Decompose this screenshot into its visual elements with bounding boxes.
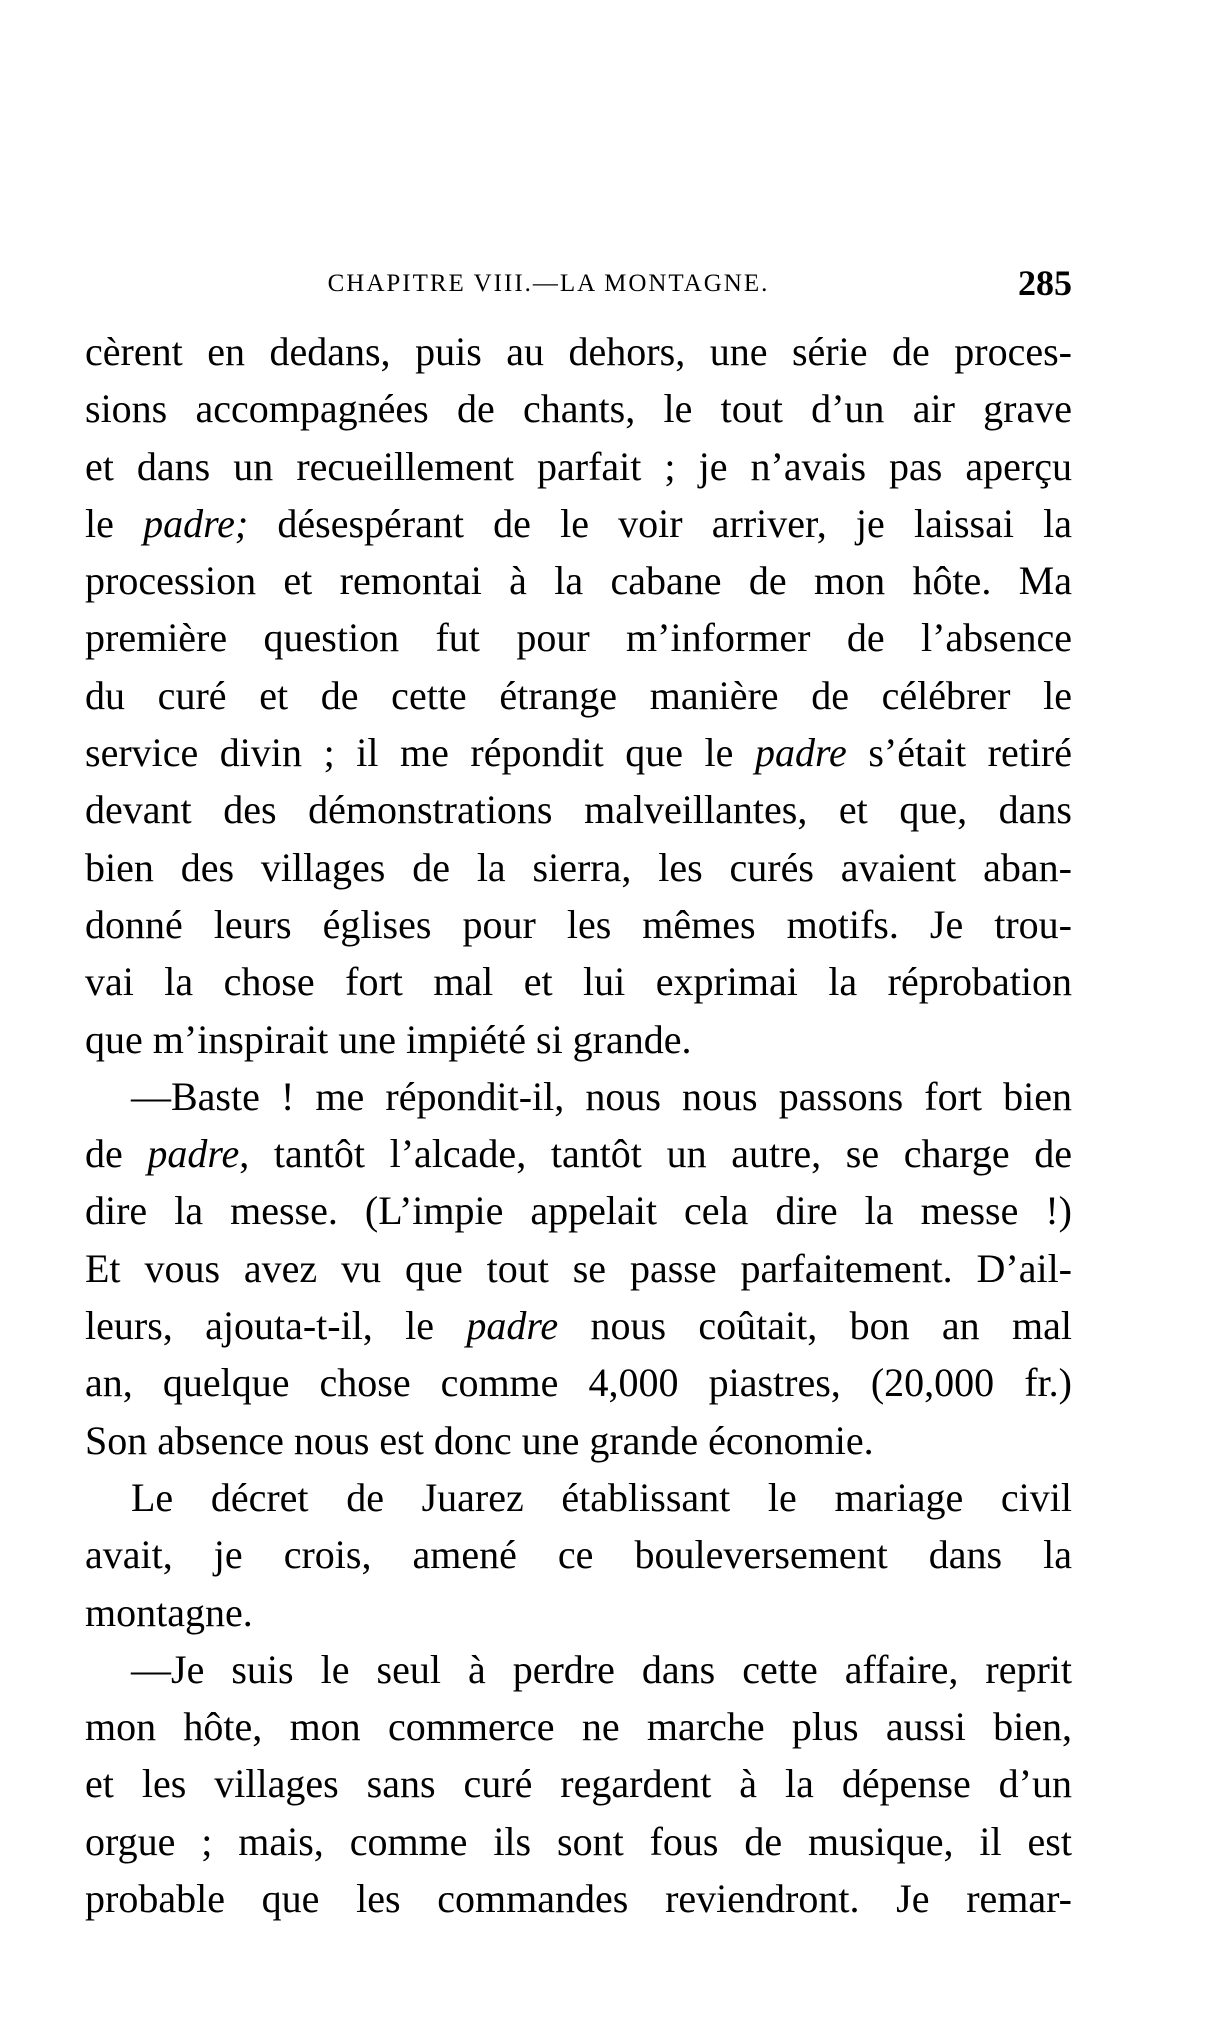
text-segment: —Baste ! me répondit-il, nous nous passons fort bien — [131, 1073, 1072, 1119]
text-segment: désespérant de le voir arriver, je laissai la — [248, 500, 1072, 546]
text-line — [85, 1870, 1072, 1927]
text-segment: donné leurs églises pour les mêmes motifs. Je trou- — [85, 901, 1072, 947]
text-line — [85, 495, 1072, 552]
text-segment: le — [85, 500, 144, 546]
text-segment: service divin ; il me répondit que le — [85, 730, 755, 776]
text-line — [85, 438, 1072, 495]
text-line — [85, 667, 1072, 724]
text-line — [85, 1584, 1072, 1641]
running-title: CHAPITRE VIII.—LA MONTAGNE. — [327, 270, 770, 297]
text-segment: mon hôte, mon commerce ne marche plus aussi bien, — [85, 1704, 1072, 1750]
text-segment: et dans un recueillement parfait ; je n’avais pas aperçu — [85, 443, 1072, 489]
text-segment: sions accompagnées de chants, le tout d’un air grave — [85, 386, 1072, 432]
text-segment: cèrent en dedans, puis au dehors, une série de proces- — [85, 329, 1072, 374]
text-segment: orgue ; mais, comme ils sont fous de musique, il est — [85, 1818, 1072, 1864]
text-line — [85, 1755, 1072, 1812]
text-segment: nous coûtait, bon an mal — [558, 1303, 1072, 1349]
text-segment: Son absence nous est donc une grande économie. — [85, 1417, 874, 1463]
text-segment: et les villages sans curé regardent à la dépense d’un — [85, 1761, 1072, 1807]
text-segment: devant des démonstrations malveillantes, et que, dans — [85, 787, 1072, 833]
text-line — [85, 1297, 1072, 1354]
text-line — [85, 1469, 1072, 1526]
text-line — [85, 781, 1072, 838]
text-segment: du curé et de cette étrange manière de célébrer le — [85, 672, 1072, 718]
text-segment: Et vous avez vu que tout se passe parfaitement. D’ail- — [85, 1245, 1072, 1291]
text-segment: première question fut pour m’informer de l’absence — [85, 615, 1072, 661]
text-line — [85, 1125, 1072, 1182]
text-segment: leurs, ajouta-t-il, le — [85, 1303, 467, 1349]
text-line — [85, 896, 1072, 953]
text-line — [85, 1813, 1072, 1870]
text-segment: de — [85, 1131, 148, 1177]
text-segment: bien des villages de la sierra, les curés avaient aban- — [85, 844, 1072, 890]
text-segment: s’était retiré — [846, 730, 1073, 776]
text-line — [85, 1641, 1072, 1698]
italic-word: padre; — [143, 500, 249, 546]
text-line — [85, 552, 1072, 609]
italic-word: padre — [754, 730, 847, 776]
text-line — [85, 1011, 1072, 1068]
text-segment: an, quelque chose comme 4,000 piastres, (20,000 fr.) — [85, 1360, 1072, 1406]
text-segment: , tantôt l’alcade, tantôt un autre, se charge de — [239, 1131, 1072, 1177]
italic-word: padre — [466, 1303, 559, 1349]
text-segment: Le décret de Juarez établissant le mariage civil — [131, 1474, 1072, 1520]
text-segment: avait, je crois, amené ce bouleversement dans la — [85, 1532, 1072, 1578]
text-segment: procession et remontai à la cabane de mon hôte. Ma — [85, 558, 1072, 604]
page-number: 285 — [1018, 263, 1072, 303]
text-line — [85, 1182, 1072, 1239]
text-segment: vai la chose fort mal et lui exprimai la réprobation — [85, 959, 1072, 1005]
text-line — [85, 609, 1072, 666]
text-line — [85, 380, 1072, 437]
page-header — [85, 262, 1072, 302]
text-segment: dire la messe. (L’impie appelait cela dire la messe !) — [85, 1188, 1072, 1234]
text-line — [85, 839, 1072, 896]
italic-word: padre — [147, 1131, 240, 1177]
text-segment: —Je suis le seul à perdre dans cette affaire, reprit — [131, 1646, 1072, 1692]
text-line — [85, 1068, 1072, 1125]
text-segment: montagne. — [85, 1589, 253, 1635]
text-segment: que m’inspirait une impiété si grande. — [85, 1016, 692, 1062]
text-line — [85, 1240, 1072, 1297]
text-line — [85, 323, 1072, 380]
text-line — [85, 1354, 1072, 1411]
text-line — [85, 724, 1072, 781]
text-line — [85, 1698, 1072, 1755]
body-text — [85, 323, 1072, 1927]
text-line — [85, 1412, 1072, 1469]
text-line — [85, 953, 1072, 1010]
text-segment: probable que les commandes reviendront. Je remar- — [85, 1876, 1072, 1922]
text-line — [85, 1526, 1072, 1583]
